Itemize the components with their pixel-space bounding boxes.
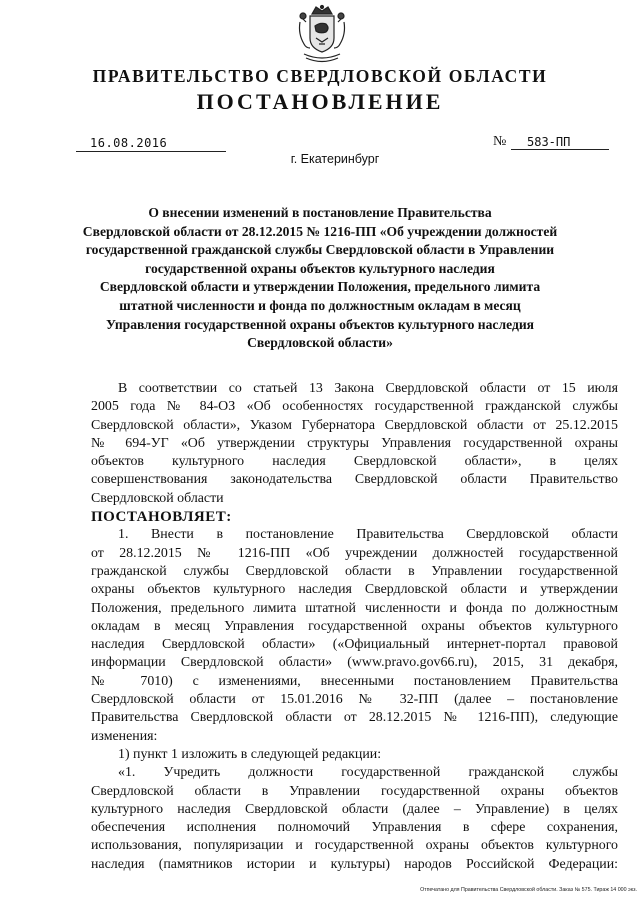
body-line: № 694-УГ «Об утверждении структуры Управления государственной охраны <box>91 435 618 451</box>
decree-number: 583-ПП <box>511 136 609 150</box>
body-line: от 28.12.2015 № 1216-ПП «Об учреждении должностей государственной <box>91 545 618 561</box>
body-line: охраны объектов культурного наследия Свердловской области и утверждении <box>91 582 618 598</box>
body-line: 1. Внести в постановление Правительства Свердловской области <box>118 527 618 543</box>
body-line: обеспечения исполнения полномочий Управления в сфере сохранения, <box>91 820 618 836</box>
body-line: культурного наследия Свердловской области (далее – Управление) в целях <box>91 801 618 817</box>
body-line: Правительства Свердловской области от 28.12.2015 № 1216-ПП), следующие <box>91 710 618 726</box>
number-sign: № <box>493 134 507 149</box>
body-line: гражданской службы Свердловской области в Управлении государственной <box>91 563 618 579</box>
city-line: г. Екатеринбург <box>290 152 380 166</box>
body-line: Положения, предельного лимита штатной численности и фонда по должностным <box>91 600 618 616</box>
government-title: ПРАВИТЕЛЬСТВО СВЕРДЛОВСКОЙ ОБЛАСТИ <box>92 66 548 86</box>
print-note: Отпечатано для Правительства Свердловской области. Заказ № 575. Тираж 14 000 экз. <box>420 887 637 893</box>
body-line: изменения: <box>91 728 158 744</box>
body-line: наследия Свердловской области» («Официальный интернет-портал правовой <box>91 637 618 653</box>
coat-of-arms-icon <box>296 4 348 66</box>
subject-line: Свердловской области» <box>247 335 393 351</box>
body-line: 2005 года № 84-ОЗ «Об особенностях государственной гражданской службы <box>91 399 618 415</box>
resolves-heading: ПОСТАНОВЛЯЕТ: <box>91 509 232 526</box>
subject-line: Управления государственной охраны объектов культурного наследия <box>105 316 535 332</box>
subject-line: Свердловской области от 28.12.2015 № 1216-ПП «Об учреждении должностей <box>82 223 558 239</box>
decree-number-block <box>493 134 613 152</box>
body-line: информации Свердловской области» (www.pravo.gov66.ru), 2015, 31 декабря, <box>91 655 618 671</box>
subject-line: О внесении изменений в постановление Правительства <box>148 205 492 220</box>
subject-line: штатной численности и фонда по должностным окладам в месяц <box>119 297 521 313</box>
body-line: В соответствии со статьей 13 Закона Свердловской области от 15 июля <box>118 381 618 396</box>
subject-line: государственной охраны объектов культурного наследия <box>145 260 495 276</box>
body-line: совершенствования законодательства Свердловской области Правительство <box>91 472 618 488</box>
document-type-title: ПОСТАНОВЛЕНИЕ <box>196 89 444 114</box>
decree-subject <box>70 204 570 353</box>
body-line: использования, популяризации и государственной охраны объектов культурного <box>91 838 618 854</box>
body-line: наследия (памятников истории и культуры) народов Российской Федерации: <box>91 856 618 872</box>
body-line: № 7010) с изменениями, внесенными постановлением Правительства <box>91 673 618 689</box>
body-line: «1. Учредить должности государственной гражданской службы <box>118 765 618 781</box>
body-line: Свердловской области в Управлении государственной охраны объектов <box>91 783 618 799</box>
subject-line: государственной гражданской службы Свердловской области в Управлении <box>85 242 555 258</box>
subject-line: Свердловской области и утверждении Положения, предельного лимита <box>99 279 541 295</box>
body-line: Свердловской области», Указом Губернатора Свердловской области от 25.12.2015 <box>91 417 618 433</box>
body-line: 1) пункт 1 изложить в следующей редакции: <box>118 746 382 762</box>
decree-body <box>91 380 618 874</box>
body-line: окладам в месяц Управления государственной охраны объектов культурного <box>91 618 618 634</box>
body-line: объектов культурного наследия Свердловской области», в целях <box>91 454 618 470</box>
decree-date: 16.08.2016 <box>76 136 226 152</box>
body-line: Свердловской области от 15.01.2016 № 32-ПП (далее – постановление <box>91 692 618 708</box>
body-line: Свердловской области <box>91 490 224 506</box>
